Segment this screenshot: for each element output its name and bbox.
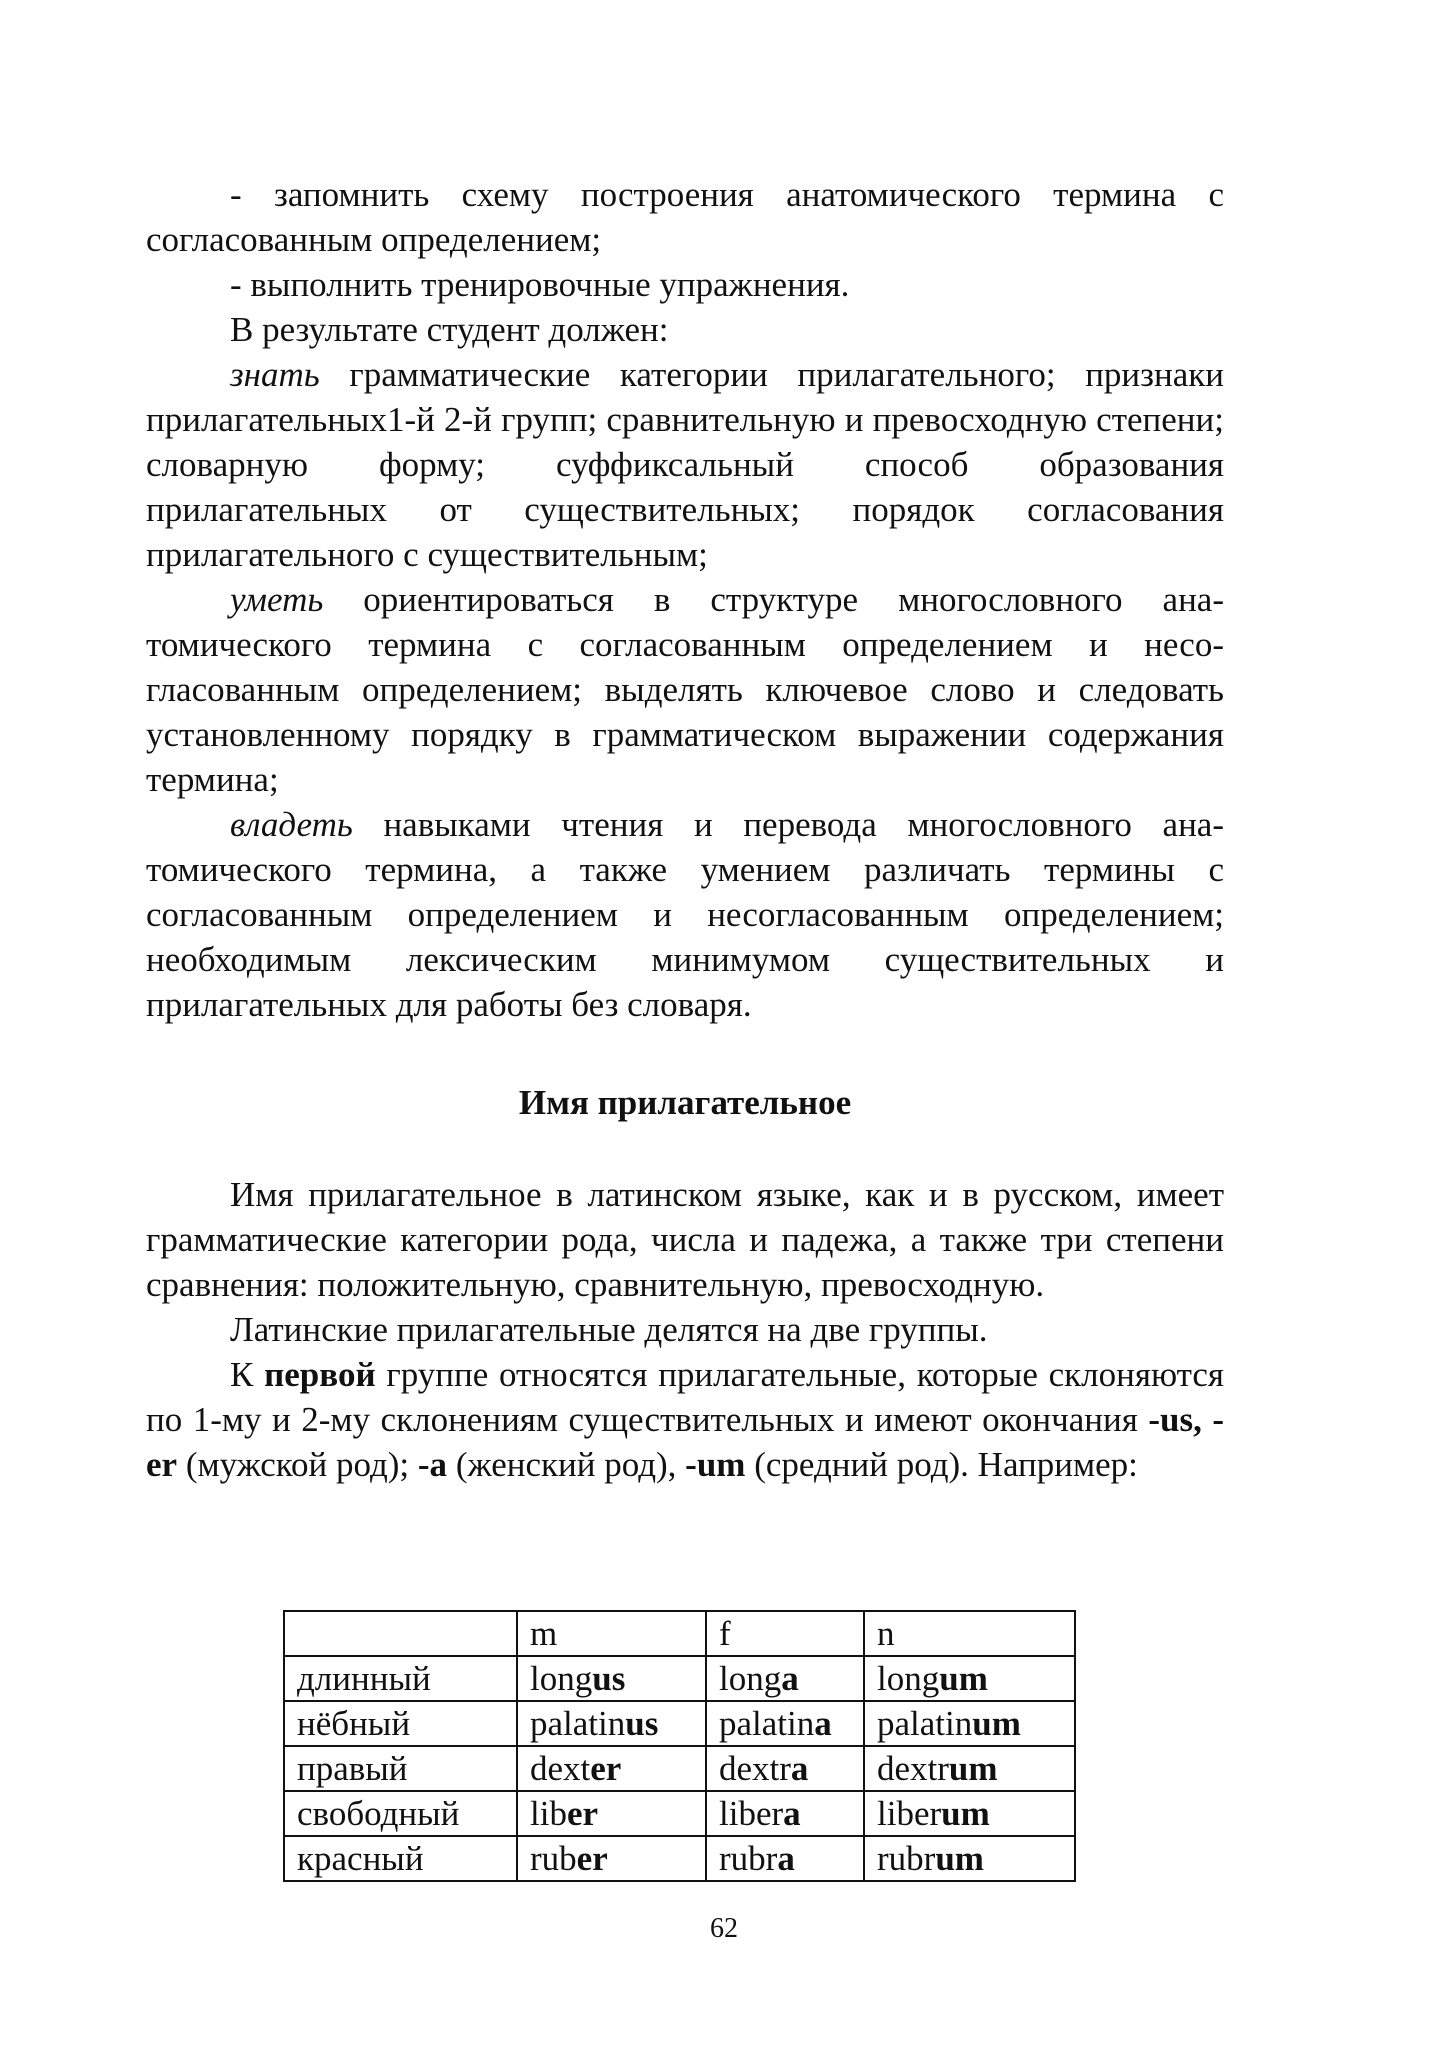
word-stem: rub [530, 1839, 577, 1878]
table-cell-f [706, 1746, 864, 1791]
word-ending: um [935, 1839, 984, 1878]
table-cell-russian: нёбный [284, 1701, 517, 1746]
table-header-row [284, 1611, 1075, 1656]
word-stem: liber [877, 1794, 942, 1833]
table-header-cell: n [864, 1611, 1075, 1656]
text-run: ориентироваться в структуре многословного анатомического термина с согласованным определением и несогласованным определением; выделять ключевое слово и следовать установленному порядку в грамматическом выражении содержания термина; [146, 580, 1224, 799]
table-header-cell: m [517, 1611, 706, 1656]
word-ending: um [948, 1749, 998, 1788]
word-ending: us [592, 1659, 626, 1698]
table-cell-russian: длинный [284, 1656, 517, 1701]
word-stem: dextr [719, 1749, 791, 1788]
table-cell-n [864, 1746, 1075, 1791]
page-number: 62 [710, 1913, 738, 1944]
table-cell-n [864, 1791, 1075, 1836]
table-row [284, 1656, 1075, 1701]
text-run: уметь [230, 580, 324, 619]
word-stem: long [719, 1659, 782, 1698]
word-stem: dextr [877, 1749, 949, 1788]
table-row [284, 1791, 1075, 1836]
word-stem: palatin [877, 1704, 973, 1743]
word-stem: liber [719, 1794, 784, 1833]
text-run: (женский род), [447, 1445, 686, 1484]
page-body [146, 172, 1224, 1484]
word-ending: er [590, 1749, 622, 1788]
word-stem: rubr [877, 1839, 936, 1878]
text-run: (средний род). Например: [745, 1445, 1138, 1484]
text-run: Имя прилагательное в латинском языке, как и в русском, имеет грамматические категории рода, числа и падежа, а также три степени сравнения: положительную, сравнительную, превосходную. [146, 1175, 1224, 1304]
section-paragraph-2 [146, 1307, 1224, 1352]
word-ending: um [939, 1659, 988, 1698]
table-cell-m [517, 1791, 706, 1836]
word-ending: a [783, 1794, 801, 1833]
table-cell-f [706, 1836, 864, 1881]
intro-line-2 [146, 262, 1224, 307]
text-run: навыками чтения и перевода многословного анатомического термина, а также умением различать термины с согласованным определением и несогласованным определением; необходимым лексическим минимумом существительных и прилагательных для работы без словаря. [146, 805, 1224, 1024]
word-stem: dext [530, 1749, 591, 1788]
word-ending: er [576, 1839, 608, 1878]
table-cell-n [864, 1701, 1075, 1746]
text-run: - выполнить тренировочные упражнения. [230, 265, 850, 304]
intro-line-1 [146, 172, 1224, 262]
intro-line-3 [146, 307, 1224, 352]
intro-block [146, 172, 1224, 1027]
text-run: - запомнить схему построения анатомического термина с согласованным определением; [146, 175, 1224, 259]
table-cell-m [517, 1746, 706, 1791]
word-ending: us [625, 1704, 659, 1743]
word-stem: palatin [530, 1704, 626, 1743]
word-ending: a [781, 1659, 799, 1698]
text-run: В результате студент должен: [230, 310, 669, 349]
word-ending: um [972, 1704, 1021, 1743]
adjective-table-body [284, 1611, 1075, 1881]
word-ending: er [566, 1794, 599, 1833]
text-run: первой [264, 1355, 376, 1394]
table-cell-m [517, 1701, 706, 1746]
table-cell-f [706, 1656, 864, 1701]
adjective-table [283, 1610, 1076, 1882]
text-run: владеть [230, 805, 353, 844]
word-stem: rubr [719, 1839, 778, 1878]
table-cell-f [706, 1701, 864, 1746]
word-ending: um [941, 1794, 990, 1833]
table-header-cell: f [706, 1611, 864, 1656]
text-run: группе относятся прилагательные, которые склоняются по 1-му и 2-му склонениям существительных и имеют окончания [146, 1355, 1224, 1439]
table-row [284, 1746, 1075, 1791]
table-cell-n [864, 1836, 1075, 1881]
table-cell-russian: красный [284, 1836, 517, 1881]
table-cell-m [517, 1836, 706, 1881]
table-row [284, 1701, 1075, 1746]
text-run: -a [417, 1445, 448, 1484]
section-body [146, 1172, 1224, 1487]
table-header-cell [284, 1611, 517, 1656]
section-paragraph-1 [146, 1172, 1224, 1307]
table-cell-russian: свободный [284, 1791, 517, 1836]
text-run: Латинские прилагательные делятся на две группы. [230, 1310, 988, 1349]
text-run: (мужской род); [177, 1445, 418, 1484]
word-stem: lib [530, 1794, 567, 1833]
word-stem: palatin [719, 1704, 815, 1743]
word-ending: a [814, 1704, 832, 1743]
section-title: Имя прилагательное [518, 1083, 852, 1122]
table-cell-n [864, 1656, 1075, 1701]
intro-can-paragraph [146, 577, 1224, 802]
text-run: К [230, 1355, 265, 1394]
table-row [284, 1836, 1075, 1881]
text-run: знать [230, 355, 320, 394]
word-ending: a [777, 1839, 795, 1878]
word-ending: a [790, 1749, 809, 1788]
intro-master-paragraph [146, 802, 1224, 1027]
section-paragraph-3 [146, 1352, 1224, 1487]
table-cell-russian: правый [284, 1746, 517, 1791]
table-cell-f [706, 1791, 864, 1836]
text-run: -us, -er [146, 1400, 1224, 1484]
word-stem: long [877, 1659, 940, 1698]
table-cell-m [517, 1656, 706, 1701]
intro-know-paragraph [146, 352, 1224, 577]
text-run: грамматические категории прилагательного; признаки прилагательных1-й 2-й групп; сравнительную и превосходную степени; словарную форму; суффиксальный способ образования прилагательных от существительных; порядок согласования прилагательного с существительным; [146, 355, 1224, 574]
word-stem: long [530, 1659, 593, 1698]
text-run: -um [685, 1445, 746, 1484]
